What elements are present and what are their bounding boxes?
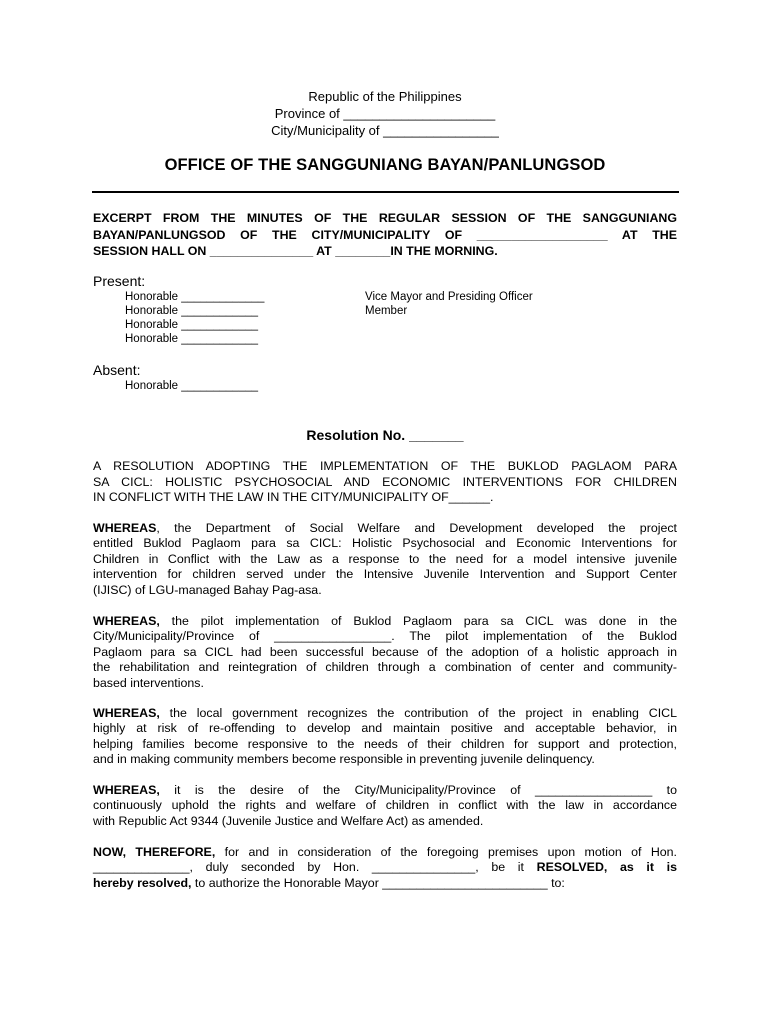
minutes-excerpt [93,210,677,260]
province-line: Province of _____________________ [274,106,496,121]
text-fragment: , the Department of Social Welfare and Development developed the project [156,521,677,535]
absent-label: Absent: [93,362,141,378]
text-fragment: ______________, duly seconded by Hon. _______________, be it [93,860,537,875]
resolution-number: Resolution No. _______ [306,427,464,443]
text-line: Children in Conflict with the Law as a response to the need for a model intensive juvenile [93,551,677,566]
text-line: SA CICL: HOLISTIC PSYCHOSOCIAL AND ECONOMIC INTERVENTIONS FOR CHILDREN [93,474,677,489]
now-therefore-paragraph [93,845,677,891]
title-divider [92,191,679,193]
text-line [93,845,677,860]
whereas-paragraph-3 [93,706,677,768]
attendee-name: Honorable ____________ [125,305,259,317]
present-label: Present: [93,273,146,289]
text-line: and in making community members become responsible in preventing juvenile delinquency. [93,752,595,767]
excerpt-line: EXCERPT FROM THE MINUTES OF THE REGULAR SESSION OF THE SANGGUNIANG [93,211,677,225]
text-line: highly at risk of re-offending to develop and maintain positive and acceptable behavior, in [93,721,677,736]
attendee-name: Honorable _____________ [125,291,265,303]
text-line: Paglaom para sa CICL had been successful because of the adoption of a holistic approach in [93,644,677,659]
text-line: with Republic Act 9344 (Juvenile Justice and Welfare Act) as amended. [93,813,484,828]
present-names [125,290,264,346]
text-line: based interventions. [93,675,204,690]
attendee-role: Member [365,305,408,317]
whereas-lead: WHEREAS [93,521,157,535]
text-fragment: it is the desire of the City/Municipality/Province of _________________ to [159,783,677,797]
text-line: helping families become responsive to the needs of their children for support and protection, [93,736,677,751]
text-line: IN CONFLICT WITH THE LAW IN THE CITY/MUNICIPALITY OF______. [93,490,494,505]
therefore-lead: NOW, THEREFORE, [93,845,216,859]
text-line [93,783,677,798]
text-line: City/Municipality/Province of _________________. The pilot implementation of the Buklod [93,629,677,644]
excerpt-line: SESSION HALL ON _______________ AT ________IN THE MORNING. [93,244,498,258]
attendee-name: Honorable ____________ [125,333,259,345]
text-line [93,614,677,629]
absent-names [125,379,258,393]
text-fragment: to authorize the Honorable Mayor ________________________ to: [191,875,565,890]
resolved-clause: RESOLVED, as it is [536,860,677,875]
text-line [93,876,677,891]
resolution-title-paragraph [93,459,677,506]
text-line [93,706,677,721]
whereas-paragraph-2 [93,614,677,691]
text-line: entitled Buklod Paglaom para sa CICL: Holistic Psychosocial and Economic Interventions for [93,536,677,551]
whereas-lead: WHEREAS, [93,783,160,797]
text-fragment: the local government recognizes the contribution of the project in enabling CICL [159,706,677,720]
whereas-paragraph-4 [93,783,677,829]
text-line [93,521,677,536]
republic-line: Republic of the Philippines [308,89,462,104]
whereas-lead: WHEREAS, [93,706,160,720]
hereby-resolved-clause: hereby resolved, [93,875,192,890]
present-roles [365,290,533,318]
attendee-role: Vice Mayor and Presiding Officer [365,291,533,303]
text-line: (IJISC) of LGU-managed Bahay Pag-asa. [93,582,322,597]
text-line: continuously uphold the rights and welfare of children in conflict with the law in accordance [93,798,677,813]
city-municipality-line: City/Municipality of ________________ [271,123,499,138]
text-fragment: the pilot implementation of Buklod Paglaom para sa CICL was done in the [159,614,677,628]
office-title: OFFICE OF THE SANGGUNIANG BAYAN/PANLUNGSOD [164,156,606,174]
absentee-name: Honorable ____________ [125,380,259,392]
text-line [93,860,677,875]
letterhead [0,88,770,139]
attendee-name: Honorable ____________ [125,319,259,331]
text-fragment: for and in consideration of the foregoing premises upon motion of Hon. [215,845,678,859]
whereas-paragraph-1 [93,521,677,598]
whereas-lead: WHEREAS, [93,614,160,628]
text-line: intervention for children served under the Intensive Juvenile Intervention and Support Center [93,567,677,582]
text-line: the rehabilitation and reintegration of children through a combination of center and community- [93,660,677,675]
excerpt-line: BAYAN/PANLUNGSOD OF THE CITY/MUNICIPALITY OF ___________________ AT THE [93,227,677,242]
text-line: A RESOLUTION ADOPTING THE IMPLEMENTATION OF THE BUKLOD PAGLAOM PARA [93,459,677,473]
